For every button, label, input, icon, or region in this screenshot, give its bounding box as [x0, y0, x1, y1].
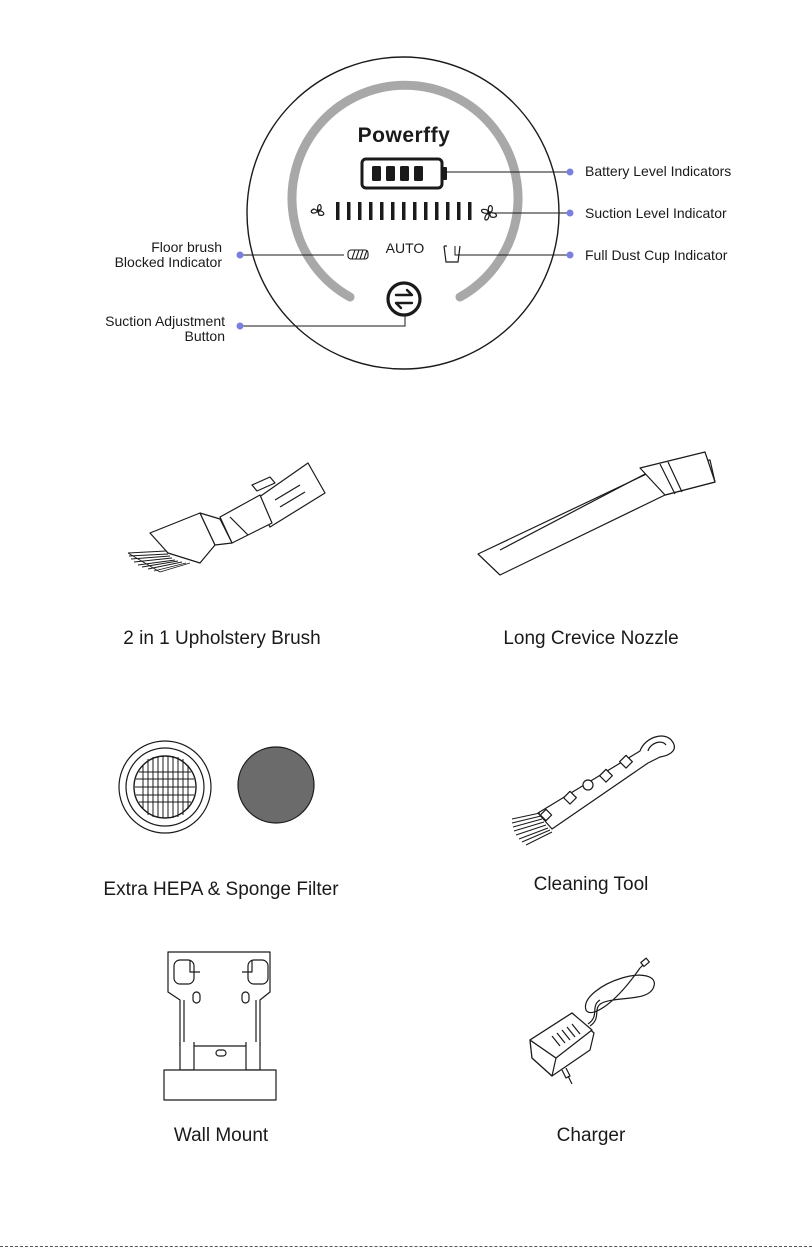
wall-mount-caption: Wall Mount — [173, 1125, 269, 1146]
hepa-filter-illustration — [117, 739, 213, 835]
suction-button-callout-label — [60, 314, 225, 344]
suction-button-callout-line1: Suction Adjustment — [105, 313, 225, 329]
battery-callout-label: Battery Level Indicators — [585, 163, 732, 179]
upholstery-brush-caption: 2 in 1 Upholstery Brush — [123, 628, 321, 649]
floor-brush-callout-label — [60, 240, 222, 270]
brand-logo: Powerffy — [357, 124, 451, 147]
crevice-nozzle-illustration — [470, 450, 720, 580]
floor-brush-callout-line1: Floor brush — [151, 239, 222, 255]
crevice-nozzle-caption: Long Crevice Nozzle — [503, 628, 679, 649]
floor-brush-callout-line2: Blocked Indicator — [114, 254, 222, 270]
full-dust-cup-callout-label: Full Dust Cup Indicator — [585, 247, 728, 263]
charger-caption: Charger — [556, 1125, 626, 1146]
filters-caption: Extra HEPA & Sponge Filter — [103, 879, 339, 900]
upholstery-brush-illustration — [120, 455, 340, 580]
auto-mode-label: AUTO — [385, 240, 425, 256]
suction-level-callout-label: Suction Level Indicator — [585, 205, 727, 221]
charger-illustration — [522, 958, 662, 1088]
cleaning-tool-illustration — [510, 733, 690, 858]
cleaning-tool-caption: Cleaning Tool — [533, 874, 649, 895]
suction-button-callout-line2: Button — [184, 328, 225, 344]
page-bottom-border — [0, 1246, 812, 1247]
sponge-filter-illustration — [236, 745, 316, 825]
wall-mount-illustration — [160, 950, 282, 1102]
